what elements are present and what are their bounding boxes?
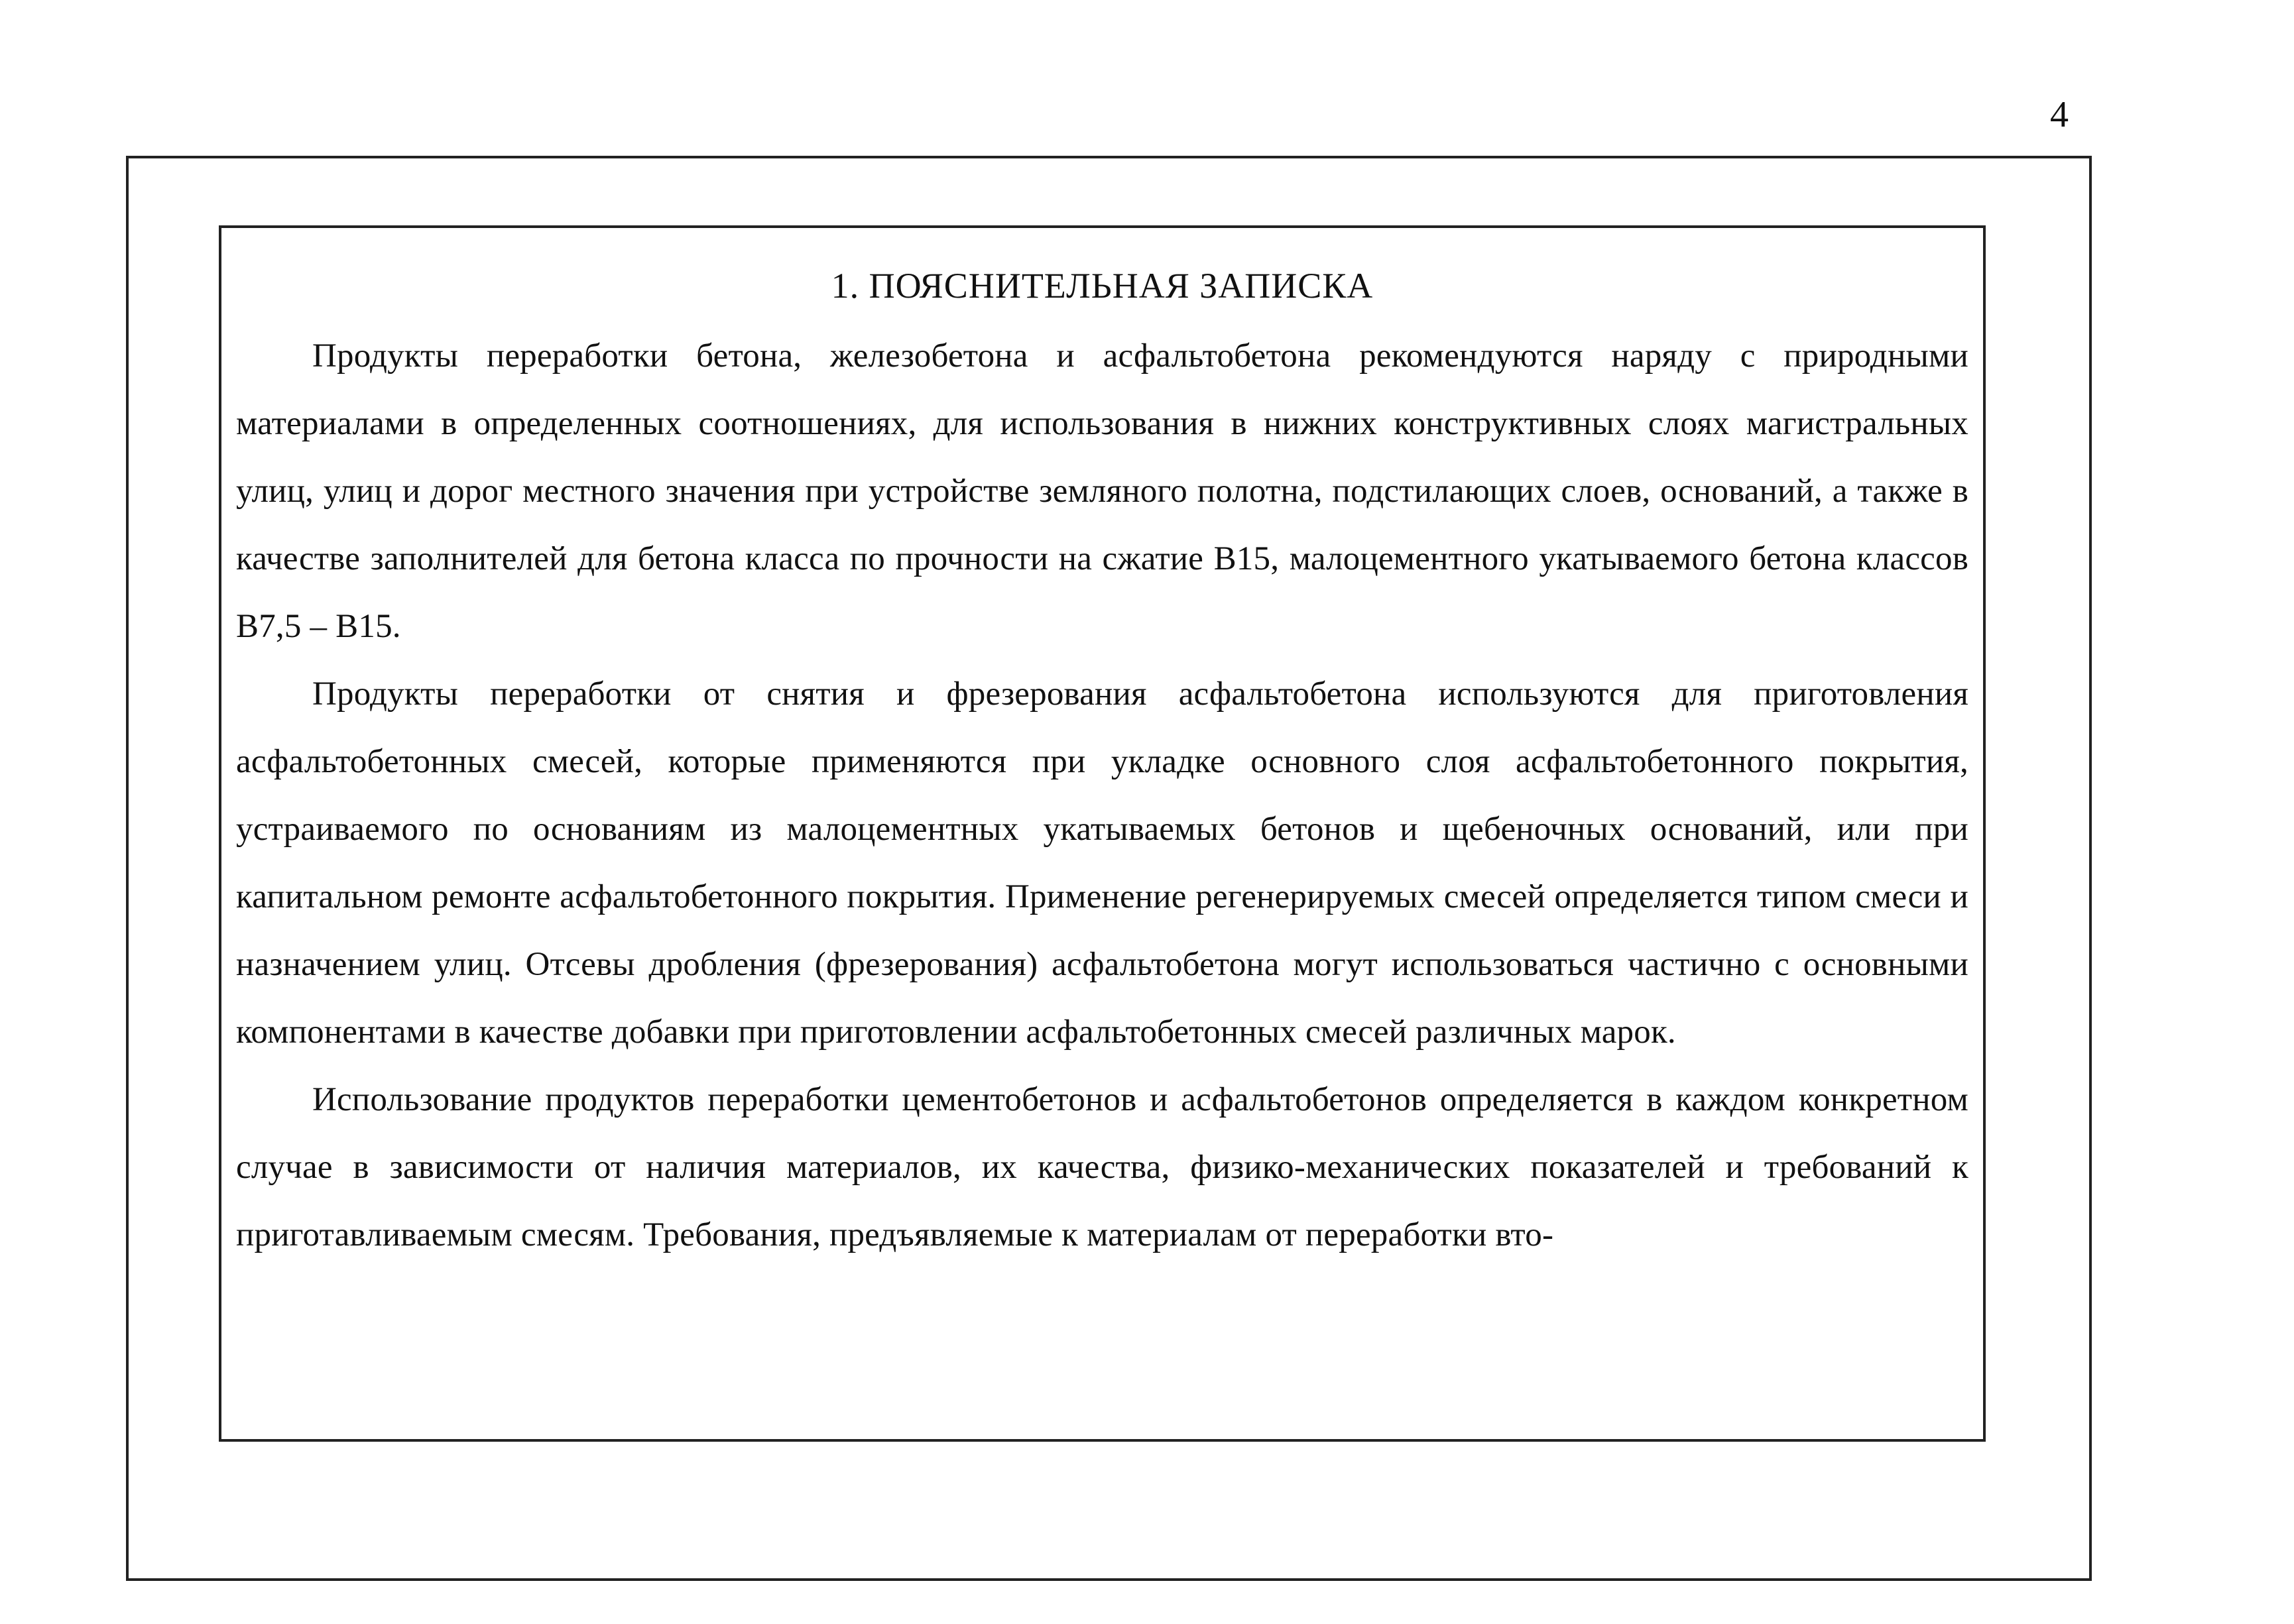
section-title: 1. ПОЯСНИТЕЛЬНАЯ ЗАПИСКА	[831, 266, 1374, 306]
paragraph-1: Продукты переработки бетона, железобетона и асфальтобетона рекомендуются наряду с природными материалами в определенных соотношениях, для использования в нижних конструктивных слоях магистральных улиц, улиц и дорог местного значения при устройстве земляного полотна, подстилающих слоев, оснований, а также в качестве заполнителей для бетона класса по прочности на сжатие B15, малоцементного укатываемого бетона классов B7,5 – B15.	[236, 337, 1968, 645]
page-number: 4	[2050, 94, 2069, 135]
inner-text-frame	[219, 225, 1986, 1442]
paragraph-3: Использование продуктов переработки цементобетонов и асфальтобетонов определяется в каждом конкретном случае в зависимости от наличия материалов, их качества, физико-механических показателей и требований к приготавливаемым смесям. Требования, предъявляемые к материалам от переработки вто-	[236, 1080, 1968, 1253]
paragraph-2: Продукты переработки от снятия и фрезерования асфальтобетона используются для приготовления асфальтобетонных смесей, которые применяются при укладке основного слоя асфальтобетонного покрытия, устраиваемого по основаниям из малоцементных укатываемых бетонов и щебеночных оснований, или при капитальном ремонте асфальтобетонного покрытия. Применение регенерируемых смесей определяется типом смеси и назначением улиц. Отсевы дробления (фрезерования) асфальтобетона могут использоваться частично с основными компонентами в качестве добавки при приготовлении асфальтобетонных смесей различных марок.	[236, 675, 1968, 1051]
